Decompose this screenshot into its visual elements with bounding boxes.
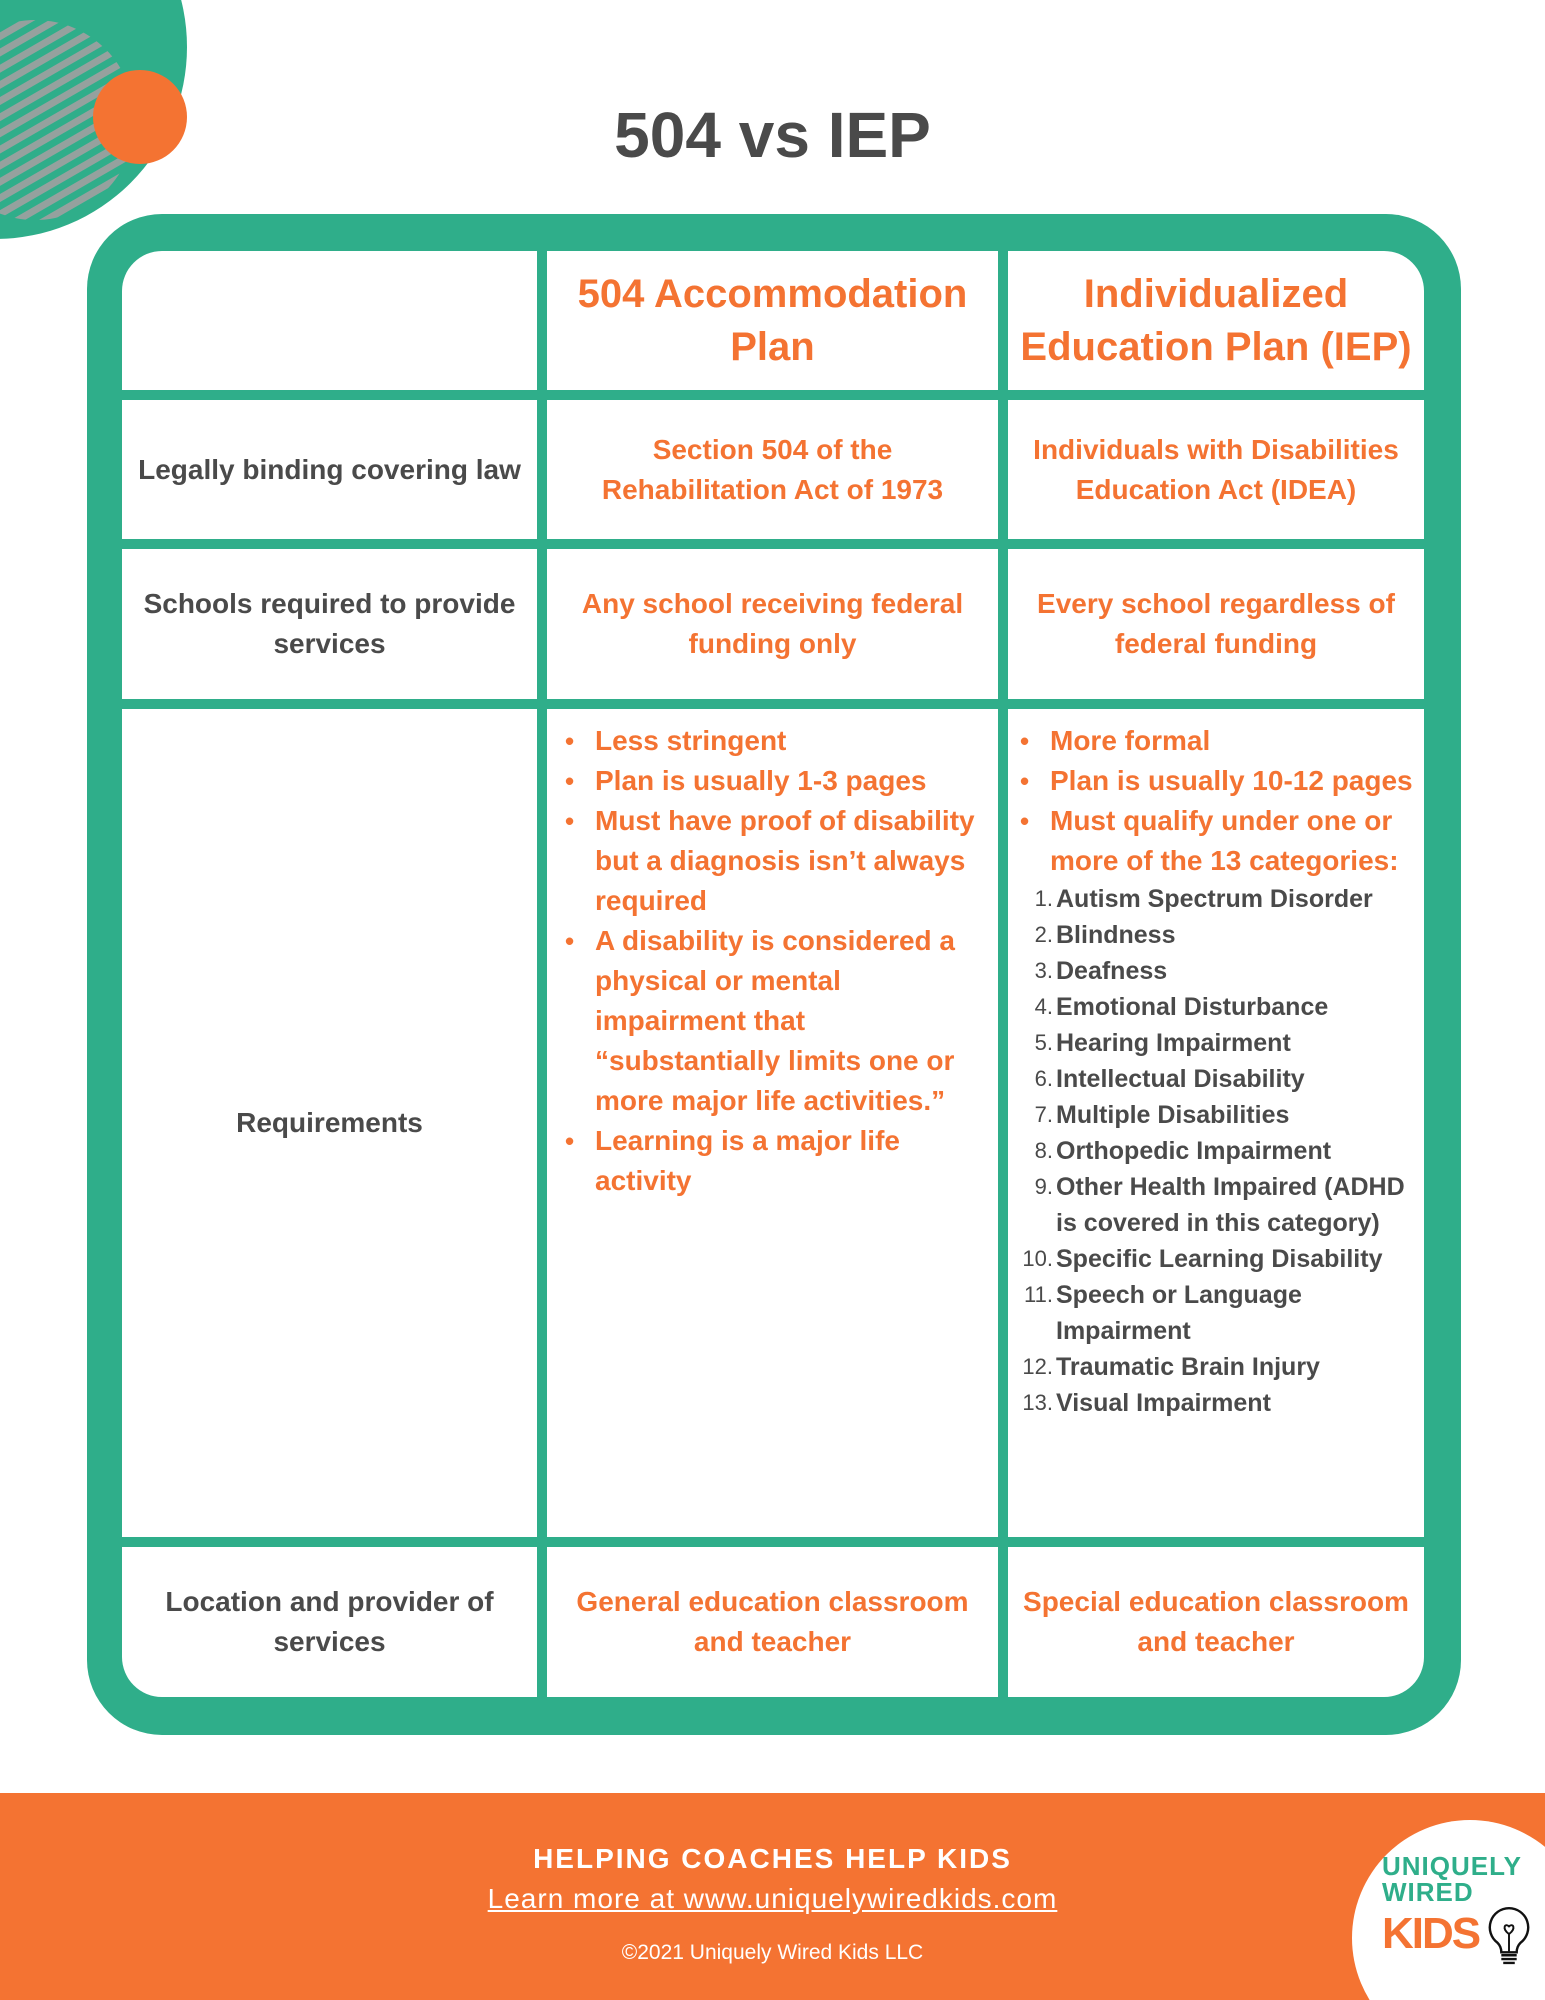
category-number: 2. — [1034, 922, 1053, 947]
category-item — [1012, 1061, 1414, 1097]
category-item — [1012, 1385, 1414, 1421]
category-number: 10. — [1022, 1246, 1053, 1271]
category-number: 7. — [1034, 1102, 1053, 1127]
category-label: Traumatic Brain Injury — [1056, 1353, 1320, 1381]
category-label: Emotional Disturbance — [1056, 993, 1329, 1021]
category-number: 5. — [1034, 1030, 1053, 1055]
logo-line3: KIDS — [1382, 1909, 1480, 1958]
category-item — [1012, 917, 1414, 953]
website-link[interactable]: Learn more at www.uniquelywiredkids.com — [487, 1883, 1058, 1914]
category-label: Multiple Disabilities — [1056, 1101, 1290, 1129]
lightbulb-icon — [1485, 1905, 1533, 1969]
requirement-item: • Plan is usually 1-3 pages — [595, 761, 988, 801]
category-number: 4. — [1034, 994, 1053, 1019]
category-item — [1012, 1241, 1414, 1277]
law-iep: Individuals with Disabilities Education Act (IDEA) — [1008, 400, 1424, 539]
category-label: Other Health Impaired (ADHD is covered in this category) — [1056, 1173, 1405, 1237]
requirement-item: • Less stringent — [595, 721, 988, 761]
requirement-item: • More formal — [1050, 721, 1414, 761]
category-label: Hearing Impairment — [1056, 1029, 1291, 1057]
footer-tagline: HELPING COACHES HELP KIDS — [533, 1843, 1012, 1874]
category-label: Deafness — [1056, 957, 1168, 985]
category-label: Autism Spectrum Disorder — [1056, 885, 1373, 913]
law-504: Section 504 of the Rehabilitation Act of 1973 — [547, 400, 998, 539]
requirement-item: • Must qualify under one or more of the 13 categories: — [1050, 801, 1414, 881]
category-number: 9. — [1034, 1174, 1053, 1199]
row-label-location: Location and provider of services — [122, 1547, 537, 1697]
logo-line2: WIRED — [1382, 1877, 1474, 1907]
uniquely-wired-kids-logo — [1345, 1813, 1545, 2000]
category-item — [1012, 953, 1414, 989]
category-label: Visual Impairment — [1056, 1389, 1271, 1417]
header-iep: Individualized Education Plan (IEP) — [1008, 251, 1424, 390]
row-label-schools: Schools required to provide services — [122, 549, 537, 699]
category-number: 13. — [1022, 1390, 1053, 1415]
category-item — [1012, 1349, 1414, 1385]
category-number: 1. — [1034, 886, 1053, 911]
category-label: Specific Learning Disability — [1056, 1245, 1383, 1273]
copyright: ©2021 Uniquely Wired Kids LLC — [621, 1941, 924, 1964]
category-number: 11. — [1024, 1282, 1053, 1307]
category-label: Speech or Language Impairment — [1056, 1281, 1302, 1345]
footer — [0, 1793, 1545, 2000]
row-label-requirements: Requirements — [122, 709, 537, 1537]
category-item — [1012, 1169, 1414, 1241]
schools-iep: Every school regardless of federal funding — [1008, 549, 1424, 699]
location-504: General education classroom and teacher — [547, 1547, 998, 1697]
requirement-item: • Must have proof of disability but a diagnosis isn’t always required — [595, 801, 988, 921]
category-item — [1012, 1277, 1414, 1349]
category-item — [1012, 1025, 1414, 1061]
requirements-iep — [1008, 709, 1424, 1537]
category-number: 6. — [1034, 1066, 1053, 1091]
category-item — [1012, 1097, 1414, 1133]
requirements-504 — [547, 709, 998, 1537]
requirement-item: • Learning is a major life activity — [595, 1121, 988, 1201]
header-504: 504 Accommodation Plan — [547, 251, 998, 390]
location-iep: Special education classroom and teacher — [1008, 1547, 1424, 1697]
category-label: Orthopedic Impairment — [1056, 1137, 1332, 1165]
requirement-item: • A disability is considered a physical or mental impairment that “substantially limits one or more major life activities.” — [595, 921, 988, 1121]
category-number: 12. — [1022, 1354, 1053, 1379]
row-label-law: Legally binding covering law — [122, 400, 537, 539]
category-item — [1012, 1133, 1414, 1169]
header-empty — [122, 251, 537, 390]
page-title: 504 vs IEP — [614, 99, 931, 171]
category-label: Intellectual Disability — [1056, 1065, 1305, 1093]
category-item — [1012, 881, 1414, 917]
logo-line1: UNIQUELY — [1382, 1851, 1522, 1881]
comparison-table — [87, 214, 1461, 1735]
category-item — [1012, 989, 1414, 1025]
category-number: 3. — [1034, 958, 1053, 983]
requirement-item: • Plan is usually 10-12 pages — [1050, 761, 1414, 801]
category-number: 8. — [1034, 1138, 1053, 1163]
category-label: Blindness — [1056, 921, 1176, 949]
schools-504: Any school receiving federal funding only — [547, 549, 998, 699]
